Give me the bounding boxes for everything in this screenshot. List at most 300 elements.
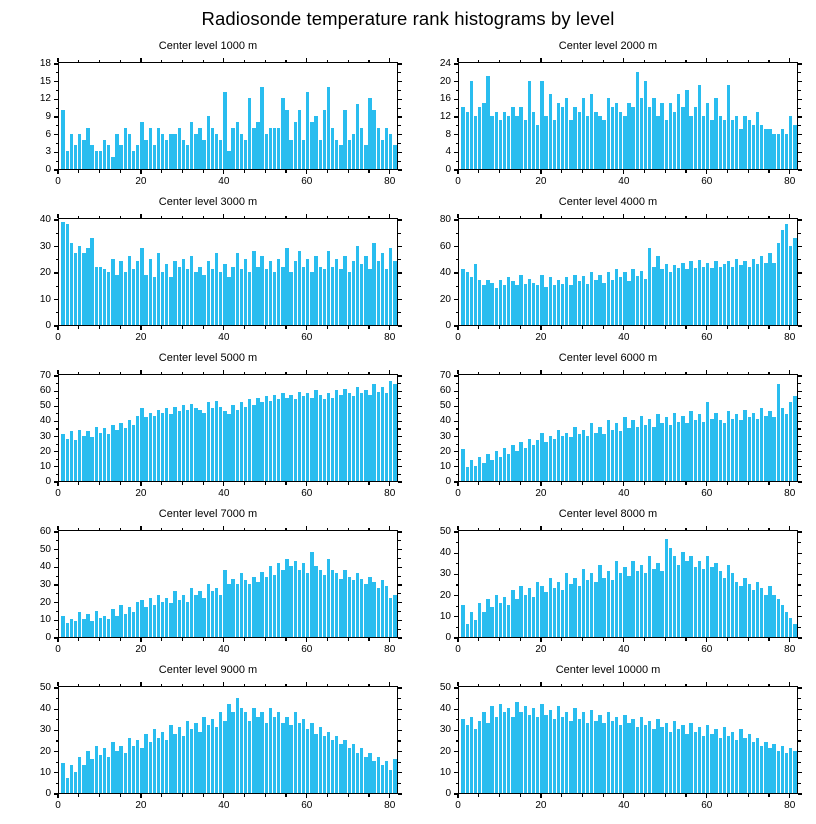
- y-tick-right: [798, 81, 802, 82]
- bar: [640, 416, 643, 481]
- plot-area: [58, 530, 398, 638]
- bar: [706, 402, 709, 481]
- bar: [573, 107, 576, 169]
- bar: [785, 224, 788, 325]
- y-tick: [454, 134, 458, 135]
- bar: [327, 393, 330, 481]
- x-tick-minor: [520, 216, 521, 219]
- bar: [319, 395, 322, 481]
- x-tick-minor: [582, 528, 583, 531]
- x-tick: [57, 326, 58, 330]
- y-tick: [454, 772, 458, 773]
- bar: [565, 277, 568, 325]
- bar: [90, 238, 93, 325]
- figure-title: Radiosonde temperature rank histograms by level: [201, 8, 615, 29]
- bar: [231, 579, 234, 637]
- bar: [310, 272, 313, 325]
- x-tick-top: [623, 682, 624, 686]
- x-tick-minor: [748, 60, 749, 63]
- bar: [760, 408, 763, 481]
- bar: [772, 417, 775, 481]
- bar: [236, 410, 239, 481]
- bar: [503, 597, 506, 637]
- bar: [115, 430, 118, 481]
- bar: [627, 576, 630, 637]
- y-tick: [454, 375, 458, 376]
- x-tick: [389, 794, 390, 798]
- y-tick-minor: [456, 383, 459, 384]
- bar: [478, 603, 481, 637]
- bar: [314, 734, 317, 793]
- x-tick-minor: [603, 372, 604, 375]
- bar: [240, 708, 243, 793]
- bar: [227, 277, 230, 325]
- bar: [169, 725, 172, 793]
- bar: [615, 717, 618, 793]
- bar: [66, 439, 69, 481]
- x-tick-minor: [748, 170, 749, 173]
- x-tick-minor: [348, 528, 349, 531]
- bar: [190, 404, 193, 481]
- bar: [660, 103, 663, 169]
- x-tick-minor: [727, 528, 728, 531]
- bar: [323, 110, 326, 169]
- bar: [656, 719, 659, 793]
- bar: [578, 112, 581, 169]
- x-tick-label: 0: [455, 644, 461, 655]
- y-tick-minor: [798, 563, 801, 564]
- bar: [227, 704, 230, 793]
- y-tick-minor: [56, 540, 59, 541]
- x-tick-minor: [348, 794, 349, 797]
- y-tick-label: 50: [439, 400, 451, 412]
- bar: [140, 600, 143, 637]
- bar: [265, 723, 268, 793]
- x-tick-label: 60: [701, 644, 713, 655]
- panel-title: Center level 1000 m: [158, 40, 258, 52]
- y-tick-label: 0: [445, 320, 451, 331]
- bar: [352, 744, 355, 793]
- y-tick-label: 30: [439, 724, 451, 736]
- bar: [557, 582, 560, 637]
- x-tick-minor: [582, 684, 583, 687]
- chart-panel: [418, 664, 798, 814]
- bar: [681, 725, 684, 793]
- bar: [706, 556, 709, 637]
- bar: [256, 267, 259, 325]
- bar: [490, 706, 493, 793]
- x-tick-minor: [368, 170, 369, 173]
- bar: [602, 578, 605, 637]
- y-tick-right: [798, 451, 802, 452]
- bar: [565, 433, 568, 481]
- bar: [536, 285, 539, 325]
- bar: [86, 248, 89, 325]
- bar: [273, 575, 276, 637]
- bar: [461, 719, 464, 793]
- x-tick-top: [457, 526, 458, 530]
- bar: [669, 732, 672, 793]
- bar: [186, 721, 189, 793]
- bar: [495, 112, 498, 169]
- y-tick-minor: [456, 584, 459, 585]
- y-tick: [454, 406, 458, 407]
- x-tick: [540, 326, 541, 330]
- x-tick-minor: [499, 216, 500, 219]
- bar: [631, 420, 634, 481]
- x-tick-top: [540, 214, 541, 218]
- bar: [743, 578, 746, 637]
- bar-series: [459, 219, 797, 325]
- bar: [136, 145, 139, 169]
- bar: [61, 434, 64, 481]
- y-tick-minor: [398, 72, 401, 73]
- bar: [260, 87, 263, 169]
- bar: [119, 746, 122, 793]
- bar: [319, 267, 322, 325]
- y-tick: [454, 421, 458, 422]
- y-tick-minor: [456, 233, 459, 234]
- bar: [528, 439, 531, 481]
- bar: [598, 565, 601, 637]
- bar: [335, 259, 338, 325]
- bar: [124, 428, 127, 481]
- bar: [540, 704, 543, 793]
- x-tick-minor: [161, 794, 162, 797]
- y-tick-minor: [56, 593, 59, 594]
- bar: [240, 134, 243, 169]
- y-tick-minor: [798, 161, 801, 162]
- x-tick: [306, 326, 307, 330]
- y-tick-minor: [456, 90, 459, 91]
- bar: [644, 425, 647, 481]
- bar: [511, 590, 514, 637]
- bar: [557, 706, 560, 793]
- bar: [356, 246, 359, 326]
- x-tick-minor: [285, 326, 286, 329]
- bar: [331, 570, 334, 637]
- bar: [352, 396, 355, 481]
- x-tick-label: 40: [618, 176, 630, 187]
- bar: [532, 283, 535, 325]
- bar: [314, 390, 317, 481]
- y-tick-minor: [398, 259, 401, 260]
- y-tick: [454, 436, 458, 437]
- bar: [381, 580, 384, 637]
- x-tick-top: [457, 58, 458, 62]
- x-tick-top: [706, 58, 707, 62]
- bar: [652, 98, 655, 169]
- chart-panel: [18, 40, 398, 190]
- x-tick-label: 20: [135, 176, 147, 187]
- bar: [252, 405, 255, 481]
- bar: [677, 729, 680, 793]
- y-tick-right: [398, 709, 402, 710]
- bar: [368, 269, 371, 325]
- bar: [524, 448, 527, 481]
- bar: [144, 275, 147, 325]
- x-tick-minor: [182, 216, 183, 219]
- bar: [111, 157, 114, 169]
- bar: [461, 605, 464, 637]
- bar: [669, 103, 672, 169]
- bar: [124, 614, 127, 637]
- bar: [631, 719, 634, 793]
- bar-series: [59, 687, 397, 793]
- x-tick-top: [457, 682, 458, 686]
- y-tick-right: [798, 616, 802, 617]
- bar: [306, 259, 309, 325]
- y-tick-right: [398, 325, 402, 326]
- x-tick-minor: [78, 170, 79, 173]
- bar: [503, 712, 506, 793]
- bar: [314, 256, 317, 325]
- bar: [377, 128, 380, 169]
- bar: [524, 595, 527, 637]
- bar: [594, 112, 597, 169]
- y-tick-right: [398, 406, 402, 407]
- bar: [381, 140, 384, 169]
- y-tick-minor: [56, 698, 59, 699]
- y-tick-right: [398, 567, 402, 568]
- bar: [273, 272, 276, 325]
- bar: [524, 284, 527, 325]
- y-tick-right: [398, 134, 402, 135]
- x-tick-minor: [520, 794, 521, 797]
- bar: [136, 740, 139, 793]
- bar: [248, 98, 251, 169]
- bar: [710, 268, 713, 325]
- bar: [772, 263, 775, 325]
- x-tick-minor: [499, 170, 500, 173]
- bar: [389, 134, 392, 169]
- x-tick-top: [306, 682, 307, 686]
- x-tick-top: [457, 214, 458, 218]
- bar: [343, 389, 346, 481]
- bar: [685, 90, 688, 170]
- y-tick-label: 0: [445, 164, 451, 175]
- bar: [95, 267, 98, 325]
- bar: [277, 128, 280, 169]
- x-tick-minor: [120, 684, 121, 687]
- bar: [231, 128, 234, 169]
- bar: [478, 107, 481, 169]
- bar: [273, 128, 276, 169]
- y-tick-label: 20: [39, 267, 51, 278]
- x-tick-top: [57, 214, 58, 218]
- bar: [532, 112, 535, 169]
- bar: [702, 116, 705, 169]
- bar: [140, 122, 143, 169]
- y-tick-minor: [398, 540, 401, 541]
- bar: [673, 112, 676, 169]
- bar: [153, 145, 156, 169]
- bar: [86, 431, 89, 481]
- bar: [739, 586, 742, 637]
- bar: [281, 570, 284, 637]
- bar: [673, 721, 676, 793]
- x-tick-minor: [582, 482, 583, 485]
- bar: [532, 445, 535, 481]
- bar: [689, 411, 692, 481]
- bar: [215, 588, 218, 637]
- x-tick-minor: [348, 638, 349, 641]
- x-tick: [623, 482, 624, 486]
- bar: [528, 588, 531, 637]
- x-tick-minor: [478, 170, 479, 173]
- y-tick-label: 60: [439, 385, 451, 397]
- y-tick: [54, 567, 58, 568]
- bar: [66, 224, 69, 325]
- x-tick-minor: [327, 638, 328, 641]
- bar: [710, 734, 713, 793]
- bar: [219, 140, 222, 169]
- x-tick-minor: [499, 684, 500, 687]
- bar: [248, 399, 251, 481]
- bar: [244, 407, 247, 481]
- y-tick-label: 30: [39, 240, 51, 252]
- bar: [665, 264, 668, 325]
- x-tick-minor: [603, 60, 604, 63]
- bar: [748, 584, 751, 637]
- x-tick-minor: [161, 528, 162, 531]
- y-tick-right: [398, 152, 402, 153]
- x-tick-minor: [603, 170, 604, 173]
- bar: [586, 723, 589, 793]
- bar: [519, 442, 522, 481]
- bar: [631, 107, 634, 169]
- y-tick-label: 8: [445, 128, 451, 140]
- x-tick-minor: [685, 684, 686, 687]
- bar: [789, 116, 792, 169]
- bar: [578, 586, 581, 637]
- x-tick-minor: [99, 638, 100, 641]
- bar: [561, 590, 564, 637]
- bar: [256, 717, 259, 793]
- x-tick-minor: [120, 482, 121, 485]
- y-tick-right: [398, 751, 402, 752]
- x-tick-label: 20: [135, 644, 147, 655]
- bar: [768, 748, 771, 793]
- x-tick-minor: [348, 372, 349, 375]
- x-tick-label: 80: [384, 488, 396, 499]
- y-tick-right: [398, 246, 402, 247]
- bar: [223, 570, 226, 637]
- bar: [119, 605, 122, 637]
- y-tick: [454, 709, 458, 710]
- bar: [157, 595, 160, 637]
- y-tick-minor: [56, 312, 59, 313]
- bar: [393, 384, 396, 481]
- x-tick-label: 60: [301, 644, 313, 655]
- bar: [719, 571, 722, 637]
- bar: [768, 411, 771, 481]
- bar: [285, 717, 288, 793]
- x-tick-label: 40: [218, 644, 230, 655]
- x-tick-top: [623, 370, 624, 374]
- bar: [627, 428, 630, 481]
- bar: [211, 128, 214, 169]
- bar: [590, 710, 593, 793]
- bar: [103, 140, 106, 169]
- x-tick-minor: [161, 638, 162, 641]
- y-tick-minor: [456, 783, 459, 784]
- bar: [557, 280, 560, 325]
- bar: [348, 577, 351, 637]
- bar: [157, 738, 160, 793]
- bar: [231, 405, 234, 481]
- y-tick-label: 20: [39, 445, 51, 457]
- x-tick-minor: [99, 326, 100, 329]
- bar: [95, 746, 98, 793]
- bar: [478, 721, 481, 793]
- bar: [119, 423, 122, 481]
- bar: [306, 729, 309, 793]
- x-tick-minor: [582, 372, 583, 375]
- bar: [461, 269, 464, 325]
- x-tick: [706, 482, 707, 486]
- bar: [789, 246, 792, 326]
- bar: [756, 419, 759, 481]
- bar: [169, 134, 172, 169]
- x-tick-top: [57, 526, 58, 530]
- x-tick-label: 80: [784, 644, 796, 655]
- x-tick-minor: [768, 528, 769, 531]
- x-tick-minor: [727, 794, 728, 797]
- plot-area: [58, 686, 398, 794]
- bar: [594, 721, 597, 793]
- bar: [173, 261, 176, 325]
- x-tick-minor: [561, 482, 562, 485]
- bar: [461, 107, 464, 169]
- x-tick-minor: [665, 794, 666, 797]
- x-tick-minor: [285, 170, 286, 173]
- bar: [140, 748, 143, 793]
- bar: [372, 761, 375, 793]
- bar: [169, 414, 172, 481]
- x-tick-minor: [478, 684, 479, 687]
- y-tick-right: [398, 730, 402, 731]
- bar: [289, 725, 292, 793]
- x-tick-label: 20: [535, 800, 547, 811]
- x-tick-minor: [99, 794, 100, 797]
- bar: [731, 573, 734, 637]
- y-tick-right: [398, 436, 402, 437]
- y-tick: [454, 272, 458, 273]
- y-tick-minor: [798, 125, 801, 126]
- x-tick-top: [389, 682, 390, 686]
- bar: [466, 467, 469, 481]
- x-tick-minor: [561, 372, 562, 375]
- bar: [368, 753, 371, 793]
- y-tick-minor: [456, 398, 459, 399]
- bar: [764, 595, 767, 637]
- bar: [381, 387, 384, 481]
- bar: [352, 261, 355, 325]
- bar: [186, 602, 189, 637]
- x-tick-minor: [520, 638, 521, 641]
- bar: [760, 125, 763, 169]
- bar: [281, 393, 284, 481]
- x-tick-label: 0: [55, 644, 61, 655]
- x-tick-minor: [644, 638, 645, 641]
- y-tick: [54, 134, 58, 135]
- x-tick-top: [706, 526, 707, 530]
- y-tick: [54, 620, 58, 621]
- bar: [119, 145, 122, 169]
- bar: [714, 563, 717, 637]
- bar: [565, 98, 568, 169]
